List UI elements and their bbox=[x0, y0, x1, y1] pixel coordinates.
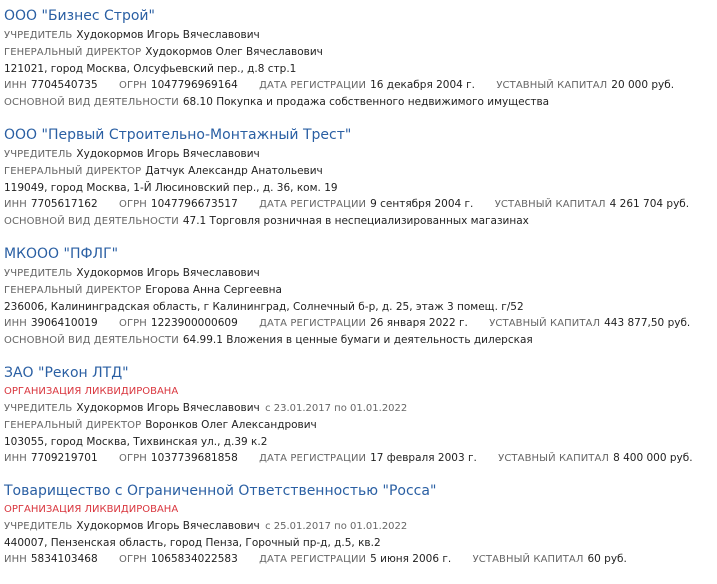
director-label: ГЕНЕРАЛЬНЫЙ ДИРЕКТОР bbox=[4, 420, 142, 431]
reg-date-label: ДАТА РЕГИСТРАЦИИ bbox=[259, 554, 367, 565]
inn-label: ИНН bbox=[4, 199, 27, 210]
founder-row bbox=[4, 265, 713, 282]
director-label: ГЕНЕРАЛЬНЫЙ ДИРЕКТОР bbox=[4, 166, 142, 177]
reg-date-value: 5 июня 2006 г. bbox=[370, 553, 452, 565]
reg-date-value: 26 января 2022 г. bbox=[370, 317, 468, 329]
inn-value: 3906410019 bbox=[30, 317, 98, 329]
director-row bbox=[4, 44, 713, 61]
activity-label: ОСНОВНОЙ ВИД ДЕЯТЕЛЬНОСТИ bbox=[4, 216, 179, 227]
founder-value: Худокормов Игорь Вячеславович bbox=[76, 29, 260, 41]
address-row bbox=[4, 61, 713, 77]
founder-value: Худокормов Игорь Вячеславович bbox=[76, 267, 260, 279]
capital-label: УСТАВНЫЙ КАПИТАЛ bbox=[496, 80, 608, 91]
inn-value: 7709219701 bbox=[30, 452, 98, 464]
reg-date-label: ДАТА РЕГИСТРАЦИИ bbox=[259, 199, 367, 210]
reg-date-label: ДАТА РЕГИСТРАЦИИ bbox=[259, 318, 367, 329]
inn-value: 5834103468 bbox=[30, 553, 98, 565]
founder-label: УЧРЕДИТЕЛЬ bbox=[4, 30, 73, 41]
founder-value: Худокормов Игорь Вячеславович bbox=[76, 148, 260, 160]
company-card bbox=[4, 363, 713, 467]
capital-value: 8 400 000 руб. bbox=[613, 452, 693, 464]
director-row bbox=[4, 417, 713, 434]
company-name-link[interactable]: ООО "Бизнес Строй" bbox=[4, 8, 155, 24]
company-card bbox=[4, 244, 713, 349]
activity-value: 68.10 Покупка и продажа собственного недвижимого имущества bbox=[182, 96, 550, 108]
address-value: 119049, город Москва, 1-Й Люсиновский пер., д. 36, ком. 19 bbox=[4, 182, 338, 194]
activity-row bbox=[4, 94, 713, 111]
reg-date-value: 9 сентября 2004 г. bbox=[370, 198, 474, 210]
ogrn-value: 1037739681858 bbox=[150, 452, 238, 464]
activity-value: 64.99.1 Вложения в ценные бумаги и деятельность дилерская bbox=[182, 334, 533, 346]
founder-label: УЧРЕДИТЕЛЬ bbox=[4, 268, 73, 279]
liquidated-status: ОРГАНИЗАЦИЯ ЛИКВИДИРОВАНА bbox=[4, 504, 179, 515]
founder-value: Худокормов Игорь Вячеславович bbox=[76, 402, 260, 414]
registry-row bbox=[4, 450, 713, 467]
capital-value: 60 руб. bbox=[587, 553, 627, 565]
ogrn-label: ОГРН bbox=[118, 554, 147, 565]
ogrn-label: ОГРН bbox=[118, 80, 147, 91]
capital-label: УСТАВНЫЙ КАПИТАЛ bbox=[498, 453, 610, 464]
capital-label: УСТАВНЫЙ КАПИТАЛ bbox=[472, 554, 584, 565]
founder-period: с 23.01.2017 по 01.01.2022 bbox=[265, 403, 408, 414]
activity-label: ОСНОВНОЙ ВИД ДЕЯТЕЛЬНОСТИ bbox=[4, 335, 179, 346]
inn-label: ИНН bbox=[4, 554, 27, 565]
address-row bbox=[4, 535, 713, 551]
company-name-link[interactable]: МКООО "ПФЛГ" bbox=[4, 246, 119, 262]
address-row bbox=[4, 434, 713, 450]
founder-row bbox=[4, 27, 713, 44]
founder-period: с 25.01.2017 по 01.01.2022 bbox=[265, 521, 408, 532]
founder-label: УЧРЕДИТЕЛЬ bbox=[4, 149, 73, 160]
capital-value: 4 261 704 руб. bbox=[609, 198, 690, 210]
registry-row bbox=[4, 315, 713, 332]
ogrn-value: 1047796673517 bbox=[150, 198, 238, 210]
company-card bbox=[4, 6, 713, 111]
inn-value: 7705617162 bbox=[30, 198, 98, 210]
activity-row bbox=[4, 332, 713, 349]
director-label: ГЕНЕРАЛЬНЫЙ ДИРЕКТОР bbox=[4, 47, 142, 58]
ogrn-value: 1223900000609 bbox=[150, 317, 238, 329]
registry-row bbox=[4, 551, 713, 568]
founder-row bbox=[4, 400, 713, 417]
capital-label: УСТАВНЫЙ КАПИТАЛ bbox=[494, 199, 606, 210]
inn-value: 7704540735 bbox=[30, 79, 98, 91]
company-card bbox=[4, 125, 713, 230]
ogrn-label: ОГРН bbox=[118, 318, 147, 329]
liquidated-status: ОРГАНИЗАЦИЯ ЛИКВИДИРОВАНА bbox=[4, 386, 179, 397]
founder-row bbox=[4, 518, 713, 535]
address-row bbox=[4, 299, 713, 315]
reg-date-label: ДАТА РЕГИСТРАЦИИ bbox=[259, 453, 367, 464]
inn-label: ИНН bbox=[4, 80, 27, 91]
address-row bbox=[4, 180, 713, 196]
director-value: Егорова Анна Сергеевна bbox=[145, 284, 282, 296]
activity-value: 47.1 Торговля розничная в неспециализированных магазинах bbox=[182, 215, 529, 227]
founder-label: УЧРЕДИТЕЛЬ bbox=[4, 521, 73, 532]
ogrn-label: ОГРН bbox=[118, 453, 147, 464]
company-name-link[interactable]: ООО "Первый Строительно-Монтажный Трест" bbox=[4, 127, 352, 143]
address-value: 236006, Калининградская область, г Калининград, Солнечный б-р, д. 25, этаж 3 помещ. г/52 bbox=[4, 301, 524, 313]
capital-value: 443 877,50 руб. bbox=[604, 317, 691, 329]
address-value: 121021, город Москва, Олсуфьевский пер., д.8 стр.1 bbox=[4, 63, 297, 75]
founder-value: Худокормов Игорь Вячеславович bbox=[76, 520, 260, 532]
inn-label: ИНН bbox=[4, 318, 27, 329]
ogrn-label: ОГРН bbox=[118, 199, 147, 210]
ogrn-value: 1065834022583 bbox=[150, 553, 238, 565]
company-list bbox=[0, 6, 717, 568]
director-row bbox=[4, 282, 713, 299]
company-card bbox=[4, 481, 713, 568]
director-value: Воронков Олег Александрович bbox=[145, 419, 317, 431]
director-row bbox=[4, 163, 713, 180]
capital-value: 20 000 руб. bbox=[611, 79, 675, 91]
reg-date-value: 16 декабря 2004 г. bbox=[370, 79, 476, 91]
director-label: ГЕНЕРАЛЬНЫЙ ДИРЕКТОР bbox=[4, 285, 142, 296]
ogrn-value: 1047796969164 bbox=[150, 79, 238, 91]
address-value: 440007, Пензенская область, город Пенза, Горочный пр-д, д.5, кв.2 bbox=[4, 537, 381, 549]
activity-row bbox=[4, 213, 713, 230]
capital-label: УСТАВНЫЙ КАПИТАЛ bbox=[489, 318, 601, 329]
activity-label: ОСНОВНОЙ ВИД ДЕЯТЕЛЬНОСТИ bbox=[4, 97, 179, 108]
director-value: Датчук Александр Анатольевич bbox=[145, 165, 323, 177]
reg-date-value: 17 февраля 2003 г. bbox=[370, 452, 477, 464]
registry-row bbox=[4, 77, 713, 94]
registry-row bbox=[4, 196, 713, 213]
address-value: 103055, город Москва, Тихвинская ул., д.39 к.2 bbox=[4, 436, 268, 448]
company-name-link[interactable]: ЗАО "Рекон ЛТД" bbox=[4, 365, 129, 381]
reg-date-label: ДАТА РЕГИСТРАЦИИ bbox=[259, 80, 367, 91]
founder-row bbox=[4, 146, 713, 163]
inn-label: ИНН bbox=[4, 453, 27, 464]
company-name-link[interactable]: Товарищество с Ограниченной Ответственностью "Росса" bbox=[4, 483, 437, 499]
founder-label: УЧРЕДИТЕЛЬ bbox=[4, 403, 73, 414]
director-value: Худокормов Олег Вячеславович bbox=[145, 46, 323, 58]
